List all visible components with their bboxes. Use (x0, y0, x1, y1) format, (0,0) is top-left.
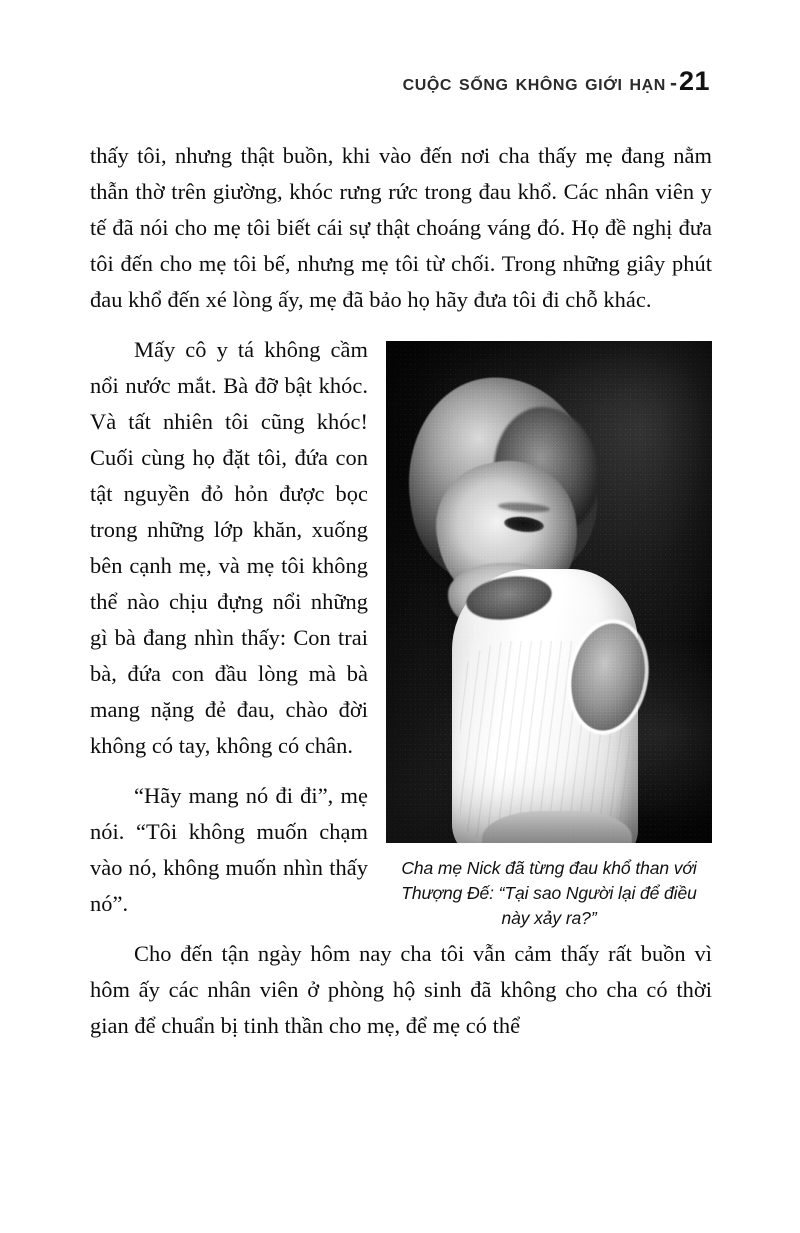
page-content (90, 138, 712, 1044)
photo-vignette (386, 341, 712, 843)
photo-caption: Cha mẹ Nick đã từng đau khổ than với Thượng Đế: “Tại sao Người lại để điều này xảy ra?” (401, 858, 697, 928)
photograph (386, 341, 712, 843)
photo-figure (386, 341, 712, 931)
page-number: 21 (678, 66, 710, 96)
running-head-separator: - (669, 72, 677, 95)
paragraph-father: Cho đến tận ngày hôm nay cha tôi vẫn cảm thấy rất buồn vì hôm ấy các nhân viên ở phòng hộ sinh đã không cho cha có thời gian để chuẩn bị tinh thần cho mẹ, để mẹ có thể (90, 941, 712, 1038)
running-head (90, 66, 710, 97)
paragraph-nurses: Mấy cô y tá không cầm nổi nước mắt. Bà đỡ bật khóc. Và tất nhiên tôi cũng khóc! Cuối cùng họ đặt tôi, đứa con tật nguyền đỏ hỏn được bọc trong những lớp khăn, xuống bên cạnh mẹ, và mẹ tôi không thể nào chịu đựng nổi những gì bà đang nhìn thấy: Con trai bà, đứa con đầu lòng mà bà mang nặng đẻ đau, chào đời không có tay, không có chân. (90, 337, 368, 758)
paragraph-continuation: thấy tôi, nhưng thật buồn, khi vào đến nơi cha thấy mẹ đang nằm thẫn thờ trên giường, khóc rưng rức trong đau khổ. Các nhân viên y tế đã nói cho mẹ tôi biết cái sự thật choáng váng đó. Họ đề nghị đưa tôi đến cho mẹ tôi bế, nhưng mẹ tôi từ chối. Trong những giây phút đau khổ đến xé lòng ấy, mẹ đã bảo họ hãy đưa tôi đi chỗ khác. (90, 143, 712, 312)
paragraph-quote: “Hãy mang nó đi đi”, mẹ nói. “Tôi không muốn chạm vào nó, không muốn nhìn thấy nó”. (90, 783, 368, 916)
running-head-book-title: cuộc sống không giới hạn (402, 69, 666, 95)
paragraph-gap (90, 318, 712, 332)
